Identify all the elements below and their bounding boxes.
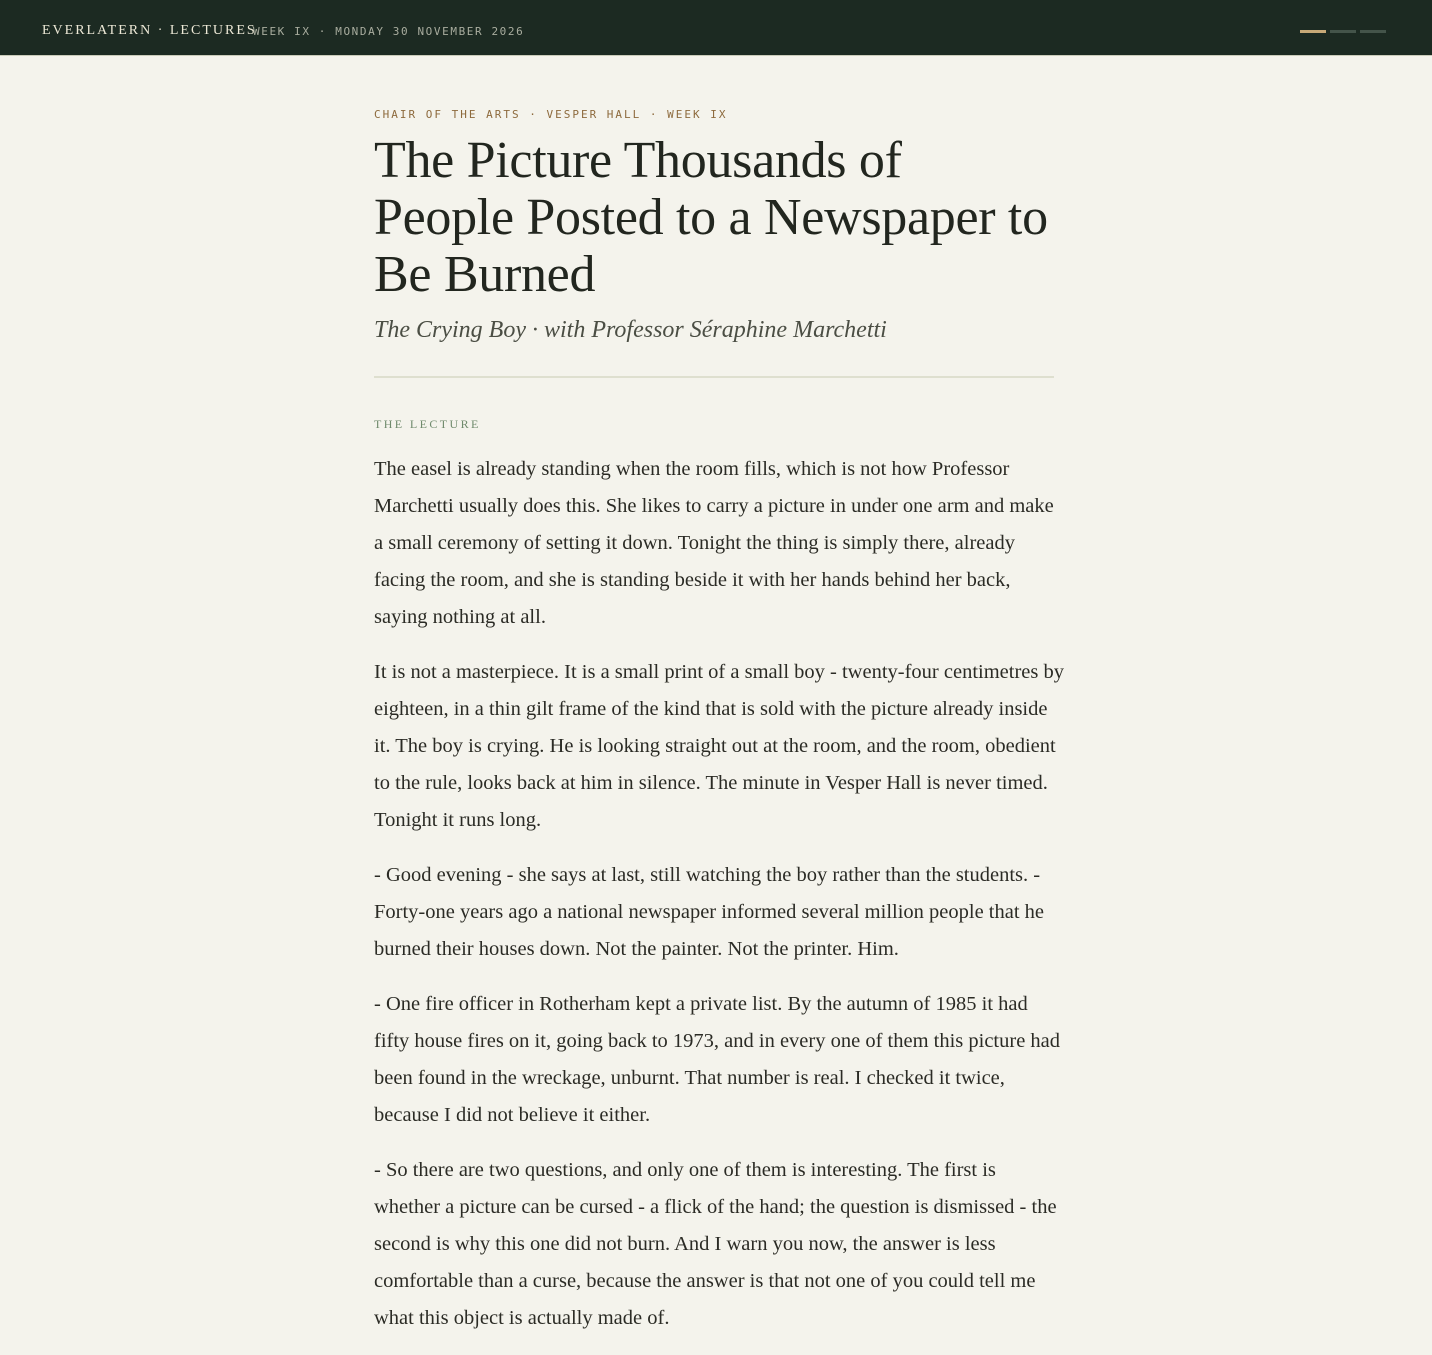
top-bar: [0, 0, 1432, 56]
paragraph: - Good evening - she says at last, still watching the boy rather than the students. - Forty-one years ago a national newspaper informed several million people that he burned their houses down. Not the painter. Not the printer. Him.: [374, 864, 1045, 960]
brand-logo[interactable]: EVERLATERN · LECTURES: [42, 23, 257, 38]
subtitle: The Crying Boy · with Professor Séraphine Marchetti: [374, 317, 887, 343]
progress-segment-2: [1330, 30, 1356, 33]
kicker: CHAIR OF THE ARTS · VESPER HALL · WEEK IX: [374, 108, 728, 121]
progress-indicator: [1300, 30, 1386, 33]
section-label: THE LECTURE: [374, 417, 481, 431]
progress-segment-1: [1300, 30, 1326, 33]
paragraph: It is not a masterpiece. It is a small print of a small boy - twenty-four centimetres by eighteen, in a thin gilt frame of the kind that is sold with the picture already inside it. The boy is crying. He is looking straight out at the room, and the room, obedient to the rule, looks back at him in silence. The minute in Vesper Hall is never timed. Tonight it runs long.: [374, 661, 1064, 831]
divider: [374, 376, 1054, 378]
paragraph: - So there are two questions, and only one of them is interesting. The first is whether a picture can be cursed - a flick of the hand; the question is dismissed - the second is why this one did not burn. And I warn you now, the answer is less comfortable than a curse, because the answer is that not one of you could tell me what this object is actually made of.: [374, 1159, 1057, 1329]
dateline: WEEK IX · MONDAY 30 NOVEMBER 2026: [253, 25, 525, 38]
paragraph: The easel is already standing when the room fills, which is not how Professor Marchetti usually does this. She likes to carry a picture in under one arm and make a small ceremony of setting it down. Tonight the thing is simply there, already facing the room, and she is standing beside it with her hands behind her back, saying nothing at all.: [374, 458, 1054, 628]
paragraph: - One fire officer in Rotherham kept a private list. By the autumn of 1985 it had fifty house fires on it, going back to 1973, and in every one of them this picture had been found in the wreckage, unburnt. That number is real. I checked it twice, because I did not believe it either.: [374, 993, 1061, 1126]
page-title: The Picture Thousands of People Posted to a Newspaper to Be Burned: [374, 132, 1048, 303]
progress-segment-3: [1360, 30, 1386, 33]
lecture-body: [374, 451, 1064, 1355]
